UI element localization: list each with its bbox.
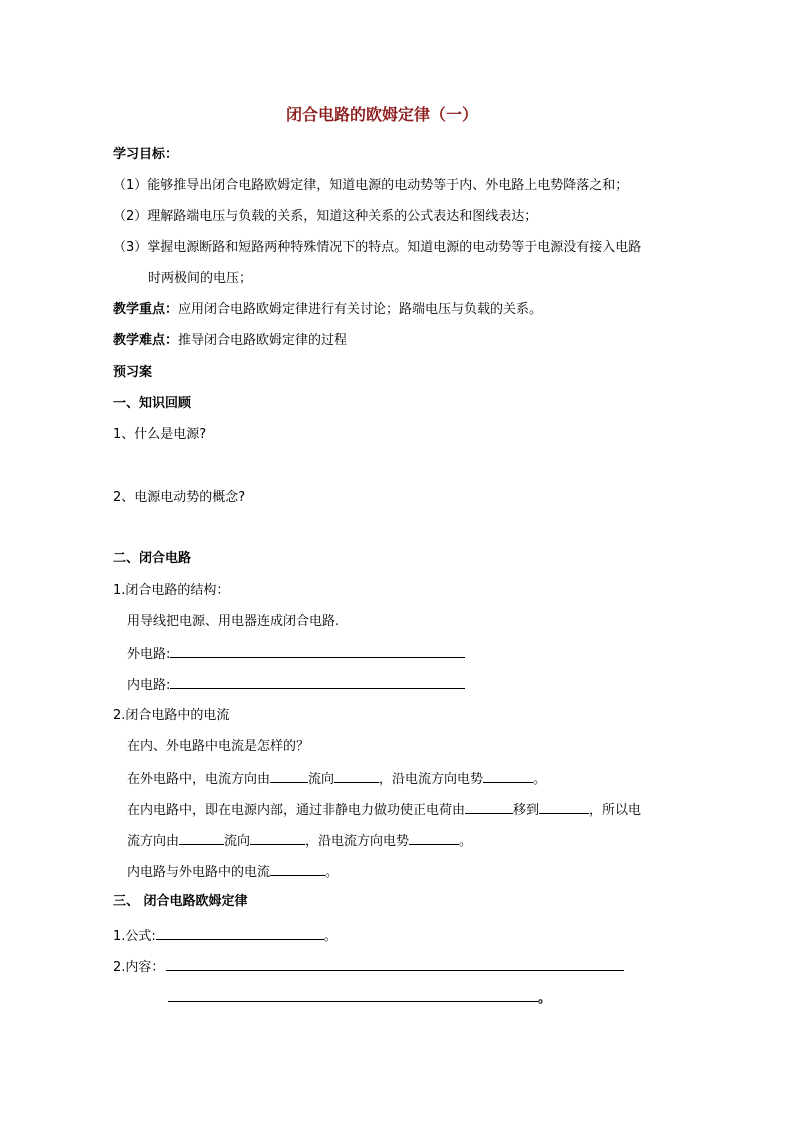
inner2-from-blank[interactable] [179, 831, 224, 845]
key-point [113, 301, 542, 319]
formula-label: 1.公式: [113, 929, 156, 944]
content-row [113, 957, 624, 977]
relation-row [127, 862, 338, 882]
section2-heading: 二、闭合电路 [113, 551, 192, 566]
page-title: 闭合电路的欧姆定律（一） [286, 105, 479, 124]
inner-circuit-row [127, 675, 465, 695]
question-1: 1、什么是电源? [113, 427, 207, 442]
inner2-text-3: ，沿电流方向电势 [305, 834, 410, 849]
key-point-label: 教学重点： [113, 302, 179, 317]
closed-circuit-structure: 1.闭合电路的结构： [113, 583, 230, 598]
objective-item: （1）能够推导出闭合电路欧姆定律，知道电源的电动势等于内、外电路上电势降落之和； [113, 178, 629, 193]
difficulty-text: 推导闭合电路欧姆定律的过程 [178, 333, 348, 348]
current-question: 在内、外电路中电流是怎样的？ [127, 739, 310, 754]
inner-circuit-label: 内电路: [127, 678, 171, 693]
key-point-text: 应用闭合电路欧姆定律进行有关讨论；路端电压与负载的关系。 [178, 302, 543, 317]
preview-heading: 预习案 [113, 365, 153, 380]
inner-current-row-2 [127, 831, 472, 851]
difficulty [113, 332, 347, 350]
inner2-text-1: 流方向由 [127, 834, 180, 849]
inner2-potential-blank[interactable] [409, 831, 459, 845]
current-item: 2.闭合电路中的电流 [113, 708, 230, 723]
outer-current-row [127, 769, 546, 789]
objectives-heading: 学习目标： [113, 147, 179, 162]
period: 。 [533, 772, 547, 787]
period: 。 [325, 865, 339, 880]
objective-item: （3）掌握电源断路和短路两种特殊情况下的特点。知道电源的电动势等于电源没有接入电路 [113, 240, 642, 255]
period: 。 [459, 834, 473, 849]
inner-circuit-blank[interactable] [170, 675, 465, 689]
formula-row [113, 926, 337, 946]
section1-heading: 一、知识回顾 [113, 396, 192, 411]
question-2: 2、电源电动势的概念? [113, 490, 246, 505]
difficulty-label: 教学难点： [113, 333, 179, 348]
objective-item: （2）理解路端电压与负载的关系，知道这种关系的公式表达和图线表达； [113, 209, 538, 224]
structure-description: 用导线把电源、用电器连成闭合电路. [127, 614, 340, 629]
outer-to-blank[interactable] [334, 769, 379, 783]
inner-current-row [127, 800, 641, 820]
content-row-2 [168, 988, 551, 1008]
period: 。 [323, 929, 337, 944]
formula-blank[interactable] [156, 926, 324, 940]
content-blank-2[interactable] [168, 988, 538, 1002]
outer-text-1: 在外电路中，电流方向由 [127, 772, 271, 787]
outer-text-3: ，沿电流方向电势 [379, 772, 484, 787]
inner-from-blank[interactable] [465, 800, 513, 814]
relation-text: 内电路与外电路中的电流 [127, 865, 271, 880]
outer-circuit-row [127, 644, 465, 664]
section3-heading: 三、 闭合电路欧姆定律 [113, 894, 248, 909]
inner2-text-2: 流向 [224, 834, 251, 849]
inner-text-3: ，所以电 [589, 803, 642, 818]
period: 。 [538, 991, 552, 1006]
outer-text-2: 流向 [308, 772, 335, 787]
inner-text-2: 移到 [513, 803, 540, 818]
outer-circuit-label: 外电路: [127, 647, 171, 662]
outer-from-blank[interactable] [270, 769, 308, 783]
outer-circuit-blank[interactable] [170, 644, 465, 658]
inner-to-blank[interactable] [539, 800, 589, 814]
objective-item-continued: 时两极间的电压； [148, 271, 253, 286]
inner-text-1: 在内电路中，即在电源内部，通过非静电力做功使正电荷由 [127, 803, 466, 818]
outer-potential-blank[interactable] [483, 769, 533, 783]
content-blank-1[interactable] [166, 957, 624, 971]
relation-blank[interactable] [270, 862, 325, 876]
inner2-to-blank[interactable] [250, 831, 305, 845]
content-label: 2.内容： [113, 960, 165, 975]
